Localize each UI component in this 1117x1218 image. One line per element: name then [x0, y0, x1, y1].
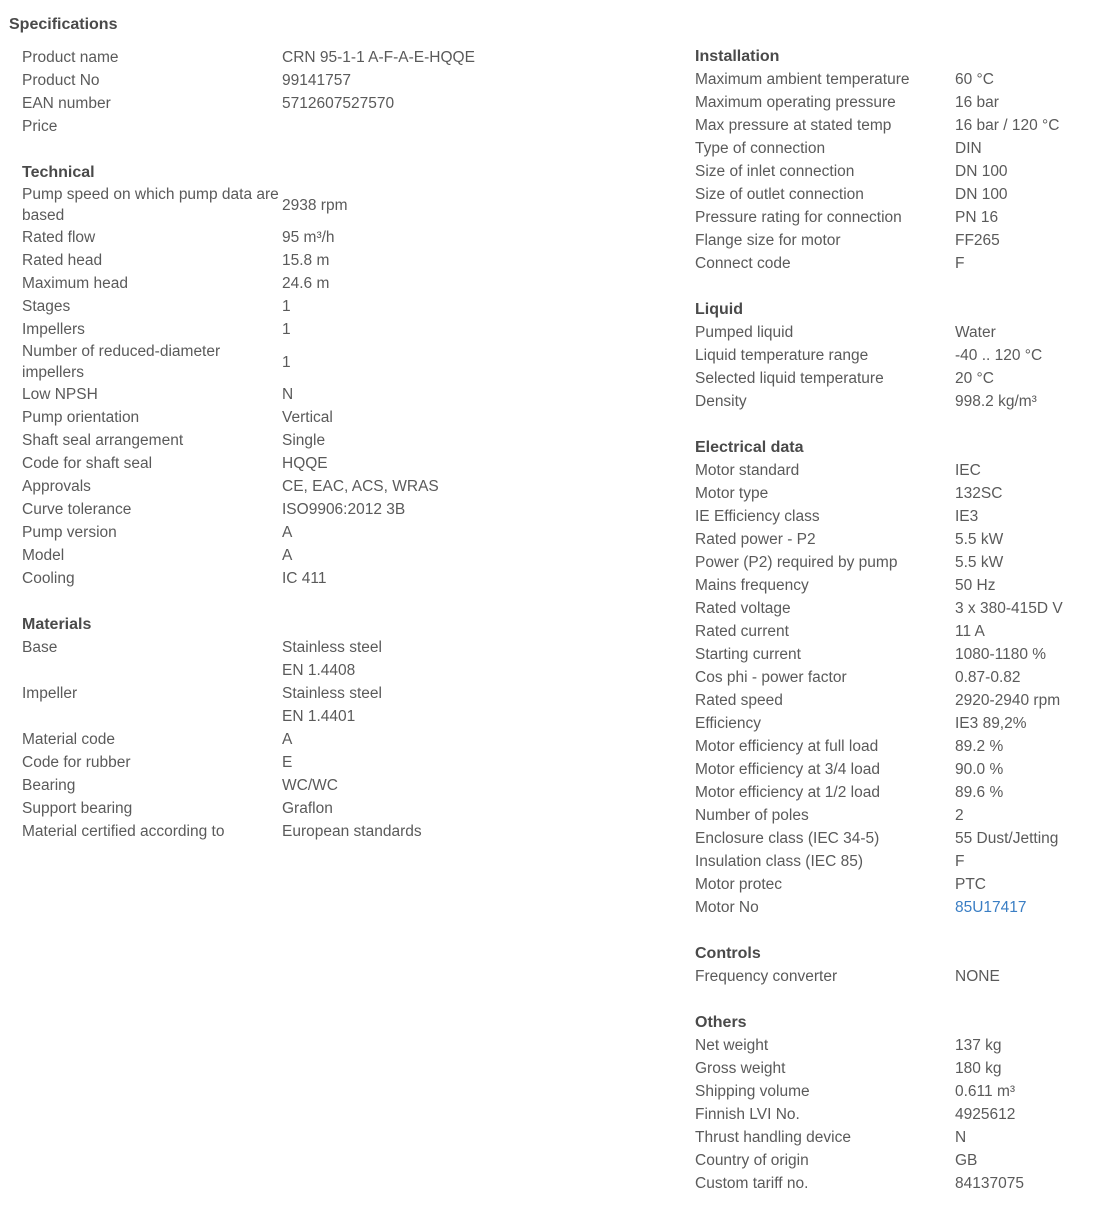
spec-label: IE Efficiency class — [695, 508, 820, 525]
spec-value: 5712607527570 — [282, 95, 395, 112]
spec-label: Product No — [22, 72, 100, 89]
spec-row-net-weight — [695, 1034, 1115, 1057]
spec-row-impellers — [22, 318, 582, 341]
spec-value: PTC — [955, 876, 986, 893]
spec-row-number-of-poles — [695, 804, 1115, 827]
spec-row-motor-efficiency-at-full-load — [695, 735, 1115, 758]
spec-label: Pressure rating for connection — [695, 209, 902, 226]
spec-value: 5.5 kW — [955, 554, 1004, 571]
spec-row-starting-current — [695, 643, 1115, 666]
spec-label: Frequency converter — [695, 968, 838, 985]
spec-label: Pumped liquid — [695, 324, 794, 341]
spec-label: Size of inlet connection — [695, 163, 855, 180]
spec-row-size-of-inlet-connection — [695, 160, 1115, 183]
spec-value: 50 Hz — [955, 577, 996, 594]
spec-label: Finnish LVI No. — [695, 1106, 800, 1123]
spec-row-flange-size-for-motor — [695, 229, 1115, 252]
spec-value: 99141757 — [282, 72, 351, 89]
spec-label: Low NPSH — [22, 386, 98, 403]
spec-row-code-for-shaft-seal — [22, 452, 582, 475]
spec-label: EAN number — [22, 95, 111, 112]
spec-row-efficiency — [695, 712, 1115, 735]
spec-label: Maximum ambient temperature — [695, 71, 910, 88]
spec-row-power-p2-required-by-pump — [695, 551, 1115, 574]
spec-value: 2 — [955, 807, 964, 824]
spec-label: Motor efficiency at 1/2 load — [695, 784, 880, 801]
spec-label: Bearing — [22, 777, 76, 794]
spec-row-custom-tariff-no — [695, 1172, 1115, 1195]
spec-value: 20 °C — [955, 370, 994, 387]
spec-label: Net weight — [695, 1037, 769, 1054]
spec-row-rated-voltage — [695, 597, 1115, 620]
spec-label: Motor standard — [695, 462, 800, 479]
spec-value-line: Stainless steel — [282, 639, 382, 656]
spec-label: Type of connection — [695, 140, 826, 157]
spec-value: HQQE — [282, 455, 328, 472]
spec-label: Gross weight — [695, 1060, 786, 1077]
spec-value: IE3 89,2% — [955, 715, 1027, 732]
spec-row-density — [695, 390, 1115, 413]
spec-label: Power (P2) required by pump — [695, 554, 898, 571]
spec-label: Country of origin — [695, 1152, 809, 1169]
page-title: Specifications — [9, 16, 118, 33]
spec-value: ISO9906:2012 3B — [282, 501, 406, 518]
spec-label: Motor No — [695, 899, 759, 916]
spec-value: A — [282, 524, 293, 541]
spec-label: Impeller — [22, 685, 78, 702]
spec-row-pump-speed-on-which-pump-data-are-based — [22, 184, 582, 226]
spec-value: F — [955, 255, 965, 272]
spec-row-rated-speed — [695, 689, 1115, 712]
spec-row-material-code — [22, 728, 582, 751]
spec-label: Shaft seal arrangement — [22, 432, 184, 449]
spec-label: Mains frequency — [695, 577, 809, 594]
spec-row-selected-liquid-temperature — [695, 367, 1115, 390]
spec-value: 1 — [282, 353, 291, 371]
spec-value: A — [282, 731, 293, 748]
spec-row-ean-number — [22, 92, 582, 115]
spec-row-maximum-operating-pressure — [695, 91, 1115, 114]
spec-value: 89.6 % — [955, 784, 1004, 801]
spec-label: Efficiency — [695, 715, 762, 732]
spec-label: Liquid temperature range — [695, 347, 869, 364]
spec-row-maximum-ambient-temperature — [695, 68, 1115, 91]
spec-label: Rated speed — [695, 692, 783, 709]
spec-label: Rated head — [22, 252, 103, 269]
spec-label: Approvals — [22, 478, 91, 495]
spec-row-product-name — [22, 46, 582, 69]
spec-row-pump-orientation — [22, 406, 582, 429]
spec-label: Flange size for motor — [695, 232, 841, 249]
spec-value: 16 bar / 120 °C — [955, 117, 1060, 134]
spec-row-motor-efficiency-at-1-2-load — [695, 781, 1115, 804]
spec-row-number-of-reduced-diameter-impellers — [22, 341, 582, 383]
spec-label: Rated voltage — [695, 600, 791, 617]
spec-label: Max pressure at stated temp — [695, 117, 892, 134]
spec-row-size-of-outlet-connection — [695, 183, 1115, 206]
spec-label: Motor efficiency at full load — [695, 738, 879, 755]
spec-label: Model — [22, 547, 65, 564]
spec-value: 24.6 m — [282, 275, 330, 292]
spec-row-connect-code — [695, 252, 1115, 275]
spec-value: N — [282, 386, 294, 403]
section-liquid — [695, 298, 1115, 413]
spec-label: Material certified according to — [22, 823, 225, 840]
spec-label: Code for shaft seal — [22, 455, 153, 472]
spec-value: N — [955, 1129, 967, 1146]
spec-value: Water — [955, 324, 996, 341]
spec-value: 3 x 380-415D V — [955, 600, 1063, 617]
spec-value: 998.2 kg/m³ — [955, 393, 1037, 410]
spec-row-liquid-temperature-range — [695, 344, 1115, 367]
spec-row-thrust-handling-device — [695, 1126, 1115, 1149]
spec-label: Starting current — [695, 646, 801, 663]
spec-label: Rated flow — [22, 229, 96, 246]
spec-label: Pump orientation — [22, 409, 140, 426]
spec-label: Thrust handling device — [695, 1129, 851, 1146]
section-title: Technical — [22, 164, 95, 181]
spec-value: 84137075 — [955, 1175, 1024, 1192]
spec-value: 1080-1180 % — [955, 646, 1047, 663]
motor-no-link[interactable]: 85U17417 — [955, 899, 1027, 916]
spec-value-line: Stainless steel — [282, 685, 382, 702]
section-title: Others — [695, 1014, 747, 1031]
spec-label: Support bearing — [22, 800, 133, 817]
spec-row-motor-efficiency-at-3-4-load — [695, 758, 1115, 781]
spec-value: 2938 rpm — [282, 196, 348, 214]
spec-label: Base — [22, 639, 58, 656]
spec-value: 4925612 — [955, 1106, 1016, 1123]
spec-value: GB — [955, 1152, 978, 1169]
spec-label: Price — [22, 118, 58, 135]
spec-row-motor-protec — [695, 873, 1115, 896]
spec-row-finnish-lvi-no — [695, 1103, 1115, 1126]
spec-value: E — [282, 754, 293, 771]
spec-row-maximum-head — [22, 272, 582, 295]
section-title: Materials — [22, 616, 92, 633]
spec-value: 11 A — [955, 623, 985, 640]
spec-value-line: EN 1.4408 — [282, 662, 356, 679]
section-electrical-data — [695, 436, 1115, 919]
spec-label: Enclosure class (IEC 34-5) — [695, 830, 880, 847]
spec-label: Stages — [22, 298, 71, 315]
spec-row-enclosure-class-iec-34-5 — [695, 827, 1115, 850]
spec-row-ie-efficiency-class — [695, 505, 1115, 528]
spec-row-motor-type — [695, 482, 1115, 505]
spec-row-product-no — [22, 69, 582, 92]
spec-value: 1 — [282, 321, 291, 338]
spec-row-gross-weight — [695, 1057, 1115, 1080]
spec-row-model — [22, 544, 582, 567]
spec-value: NONE — [955, 968, 1000, 985]
section-technical — [22, 161, 582, 590]
spec-value: 95 m³/h — [282, 229, 335, 246]
spec-value: 15.8 m — [282, 252, 330, 269]
spec-label: Connect code — [695, 255, 791, 272]
spec-row-material-certified-according-to — [22, 820, 582, 843]
spec-row-code-for-rubber — [22, 751, 582, 774]
spec-row-base — [22, 636, 582, 682]
spec-label: Insulation class (IEC 85) — [695, 853, 863, 870]
spec-value: 132SC — [955, 485, 1003, 502]
spec-value: -40 .. 120 °C — [955, 347, 1043, 364]
spec-label: Custom tariff no. — [695, 1175, 809, 1192]
section-general — [22, 46, 582, 138]
spec-value: 0.87-0.82 — [955, 669, 1021, 686]
spec-label: Maximum operating pressure — [695, 94, 896, 111]
section-others — [695, 1011, 1115, 1195]
spec-label: Curve tolerance — [22, 501, 132, 518]
spec-row-shipping-volume — [695, 1080, 1115, 1103]
spec-label: Motor efficiency at 3/4 load — [695, 761, 880, 778]
section-title: Liquid — [695, 301, 743, 318]
spec-value: DN 100 — [955, 186, 1008, 203]
spec-row-insulation-class-iec-85 — [695, 850, 1115, 873]
spec-value: CRN 95-1-1 A-F-A-E-HQQE — [282, 49, 475, 66]
spec-row-frequency-converter — [695, 965, 1115, 988]
spec-value: IE3 — [955, 508, 979, 525]
spec-value: 5.5 kW — [955, 531, 1004, 548]
spec-row-low-npsh — [22, 383, 582, 406]
spec-value: PN 16 — [955, 209, 999, 226]
spec-value: 0.611 m³ — [955, 1083, 1016, 1100]
spec-value — [282, 636, 582, 682]
spec-value: FF265 — [955, 232, 1000, 249]
spec-value: IEC — [955, 462, 981, 479]
spec-value: DIN — [955, 140, 982, 157]
spec-row-pressure-rating-for-connection — [695, 206, 1115, 229]
spec-label: Cos phi - power factor — [695, 669, 847, 686]
spec-row-curve-tolerance — [22, 498, 582, 521]
spec-value — [282, 682, 582, 728]
spec-row-approvals — [22, 475, 582, 498]
spec-row-stages — [22, 295, 582, 318]
spec-value: 89.2 % — [955, 738, 1004, 755]
spec-label: Size of outlet connection — [695, 186, 864, 203]
spec-label: Pump speed on which pump data are based — [22, 186, 279, 224]
spec-row-rated-flow — [22, 226, 582, 249]
section-title: Controls — [695, 945, 761, 962]
spec-label: Rated power - P2 — [695, 531, 816, 548]
spec-row-max-pressure-at-stated-temp — [695, 114, 1115, 137]
spec-label: Density — [695, 393, 747, 410]
spec-value: 90.0 % — [955, 761, 1004, 778]
spec-row-support-bearing — [22, 797, 582, 820]
spec-value: European standards — [282, 823, 422, 840]
spec-row-motor-no — [695, 896, 1115, 919]
spec-value: 180 kg — [955, 1060, 1002, 1077]
spec-value: DN 100 — [955, 163, 1008, 180]
spec-value: Graflon — [282, 800, 333, 817]
spec-value: 137 kg — [955, 1037, 1002, 1054]
spec-label: Product name — [22, 49, 119, 66]
spec-label: Pump version — [22, 524, 117, 541]
spec-label: Maximum head — [22, 275, 128, 292]
spec-row-rated-current — [695, 620, 1115, 643]
spec-label: Number of reduced-diameter impellers — [22, 343, 221, 381]
section-title: Installation — [695, 48, 780, 65]
spec-row-bearing — [22, 774, 582, 797]
spec-row-country-of-origin — [695, 1149, 1115, 1172]
section-installation — [695, 45, 1115, 275]
spec-value: 2920-2940 rpm — [955, 692, 1061, 709]
spec-value: WC/WC — [282, 777, 338, 794]
spec-label: Impellers — [22, 321, 85, 338]
spec-label: Number of poles — [695, 807, 809, 824]
spec-label: Selected liquid temperature — [695, 370, 884, 387]
spec-row-type-of-connection — [695, 137, 1115, 160]
spec-row-motor-standard — [695, 459, 1115, 482]
spec-row-cooling — [22, 567, 582, 590]
spec-label: Shipping volume — [695, 1083, 810, 1100]
spec-label: Motor protec — [695, 876, 783, 893]
spec-label: Rated current — [695, 623, 789, 640]
spec-row-shaft-seal-arrangement — [22, 429, 582, 452]
spec-row-pumped-liquid — [695, 321, 1115, 344]
spec-value: 16 bar — [955, 94, 999, 111]
spec-value: CE, EAC, ACS, WRAS — [282, 478, 439, 495]
spec-value: Vertical — [282, 409, 333, 426]
left-column — [22, 46, 582, 866]
spec-label: Motor type — [695, 485, 769, 502]
spec-row-impeller — [22, 682, 582, 728]
spec-value: IC 411 — [282, 570, 327, 587]
spec-label: Code for rubber — [22, 754, 131, 771]
section-title: Electrical data — [695, 439, 804, 456]
spec-value: Single — [282, 432, 326, 449]
section-materials — [22, 613, 582, 843]
right-column — [695, 45, 1115, 1218]
spec-row-pump-version — [22, 521, 582, 544]
spec-row-mains-frequency — [695, 574, 1115, 597]
section-controls — [695, 942, 1115, 988]
spec-value: 1 — [282, 298, 291, 315]
spec-row-rated-head — [22, 249, 582, 272]
spec-label: Material code — [22, 731, 116, 748]
spec-value: F — [955, 853, 965, 870]
spec-value: 55 Dust/Jetting — [955, 830, 1059, 847]
spec-row-rated-power-p2 — [695, 528, 1115, 551]
spec-value-line: EN 1.4401 — [282, 708, 356, 725]
spec-row-price — [22, 115, 582, 138]
spec-value: 60 °C — [955, 71, 994, 88]
spec-label: Cooling — [22, 570, 75, 587]
spec-value: A — [282, 547, 293, 564]
spec-row-cos-phi-power-factor — [695, 666, 1115, 689]
